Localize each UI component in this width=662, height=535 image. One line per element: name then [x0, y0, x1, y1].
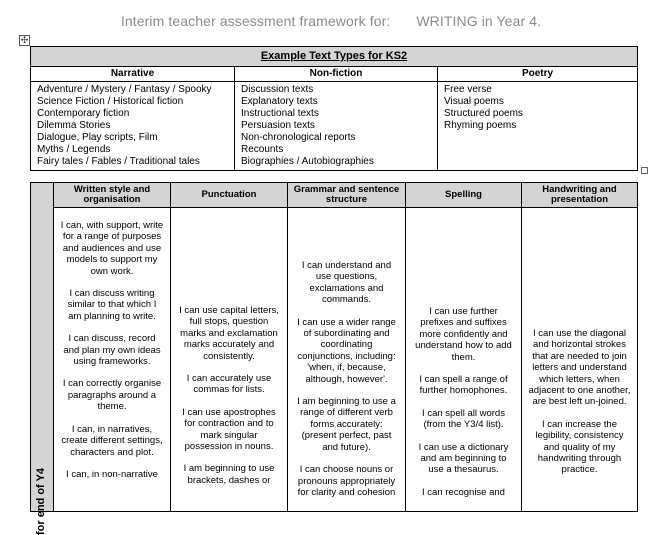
statement: I can use the diagonal and horizontal strokes that are needed to join letters and understand which letters, when adjacent to one another, are best left un-joined. [528, 328, 631, 408]
column-heading: Handwriting and presentation [522, 183, 637, 208]
spelling-column [406, 183, 522, 511]
list-item: Discussion texts [241, 84, 314, 95]
list-item: Rhyming poems [444, 120, 517, 131]
statement: I can spell all words (from the Y3/4 list). [422, 407, 505, 431]
statement: I can use capital letters, full stops, question marks and exclamation marks accurately and consistently. [179, 305, 279, 362]
statement: I can choose nouns or pronouns appropriately for clarity and cohesion [297, 464, 396, 498]
statement: I am beginning to use brackets, dashes or [183, 463, 275, 486]
statement: I can, in narratives, create different settings, characters and plot. [61, 423, 163, 458]
poetry-column [437, 67, 637, 170]
list-item: Recounts [241, 144, 284, 155]
statement: I can use a dictionary and am beginning to use a thesaurus. [418, 441, 509, 476]
column-heading: Narrative [31, 67, 234, 82]
column-heading: Written style and organisation [54, 183, 170, 208]
text-types-heading: Example Text Types for KS2 [31, 47, 637, 67]
list-item: Visual poems [444, 96, 504, 107]
row-label: for end of Y4 [31, 183, 54, 511]
statement: I can, with support, write for a range of purposes and audiences and use models to support my own work. [60, 220, 164, 277]
column-heading: Punctuation [171, 183, 287, 208]
page-title [0, 13, 662, 29]
column-heading: Poetry [438, 67, 637, 82]
list-item: Explanatory texts [241, 96, 318, 107]
list-item: Dilemma Stories [37, 120, 111, 131]
list-item: Fairy tales / Fables / Traditional tales [37, 156, 200, 167]
list-item: Myths / Legends [37, 144, 111, 155]
statement: I can accurately use commas for lists. [186, 373, 272, 396]
grammar-column [288, 183, 406, 511]
list-item: Adventure / Mystery / Fantasy / Spooky [37, 84, 212, 95]
column-heading: Grammar and sentence structure [288, 183, 405, 208]
text-types-table [30, 46, 638, 171]
title-left: Interim teacher assessment framework for: [120, 13, 391, 29]
table-move-handle-icon[interactable]: ✣ [20, 35, 29, 45]
statement: I can correctly organise paragraphs around a theme. [62, 378, 162, 413]
statement: I can discuss writing similar to that which I am planning to write. [67, 288, 157, 322]
non-fiction-column [234, 67, 437, 170]
statement: I can recognise and [422, 486, 505, 498]
punctuation-column [171, 183, 288, 511]
handwriting-column [522, 183, 637, 511]
written-style-column [54, 183, 171, 511]
statement: I can understand and use questions, exclamations and commands. [301, 260, 392, 306]
title-right: WRITING in Year 4. [416, 13, 542, 29]
statement: I can use further prefixes and suffixes more confidently and understand how to add them. [415, 306, 512, 363]
list-item: Persuasion texts [241, 120, 315, 131]
statement: I am beginning to use a range of different verb forms accurately: (present perfect, past and future). [297, 396, 396, 453]
statement: I can discuss, record and plan my own ideas using frameworks. [63, 333, 161, 368]
narrative-column [31, 67, 234, 170]
assessment-framework-table [30, 182, 638, 535]
column-heading: Non-fiction [235, 67, 437, 82]
list-item: Free verse [444, 84, 492, 95]
statement: I can use apostrophes for contraction and to mark singular possession in nouns. [182, 406, 276, 453]
list-item: Biographies / Autobiographies [241, 156, 374, 167]
list-item: Structured poems [444, 108, 523, 119]
statement: I can, in non-narrative [66, 468, 158, 480]
list-item: Contemporary fiction [37, 108, 130, 119]
statement: I can increase the legibility, consistency and quality of my handwriting through practice. [535, 418, 624, 476]
list-item: Dialogue, Play scripts, Film [37, 132, 158, 143]
statement: I can spell a range of further homophones. [419, 374, 508, 397]
list-item: Instructional texts [241, 108, 319, 119]
table-resize-handle[interactable] [641, 167, 648, 174]
column-heading: Spelling [406, 183, 521, 208]
list-item: Science Fiction / Historical fiction [37, 96, 184, 107]
list-item: Non-chronological reports [241, 132, 356, 143]
statement: I can use a wider range of subordinating and coordinating conjunctions, including: 'when, if, because, although, however'. [297, 316, 396, 385]
